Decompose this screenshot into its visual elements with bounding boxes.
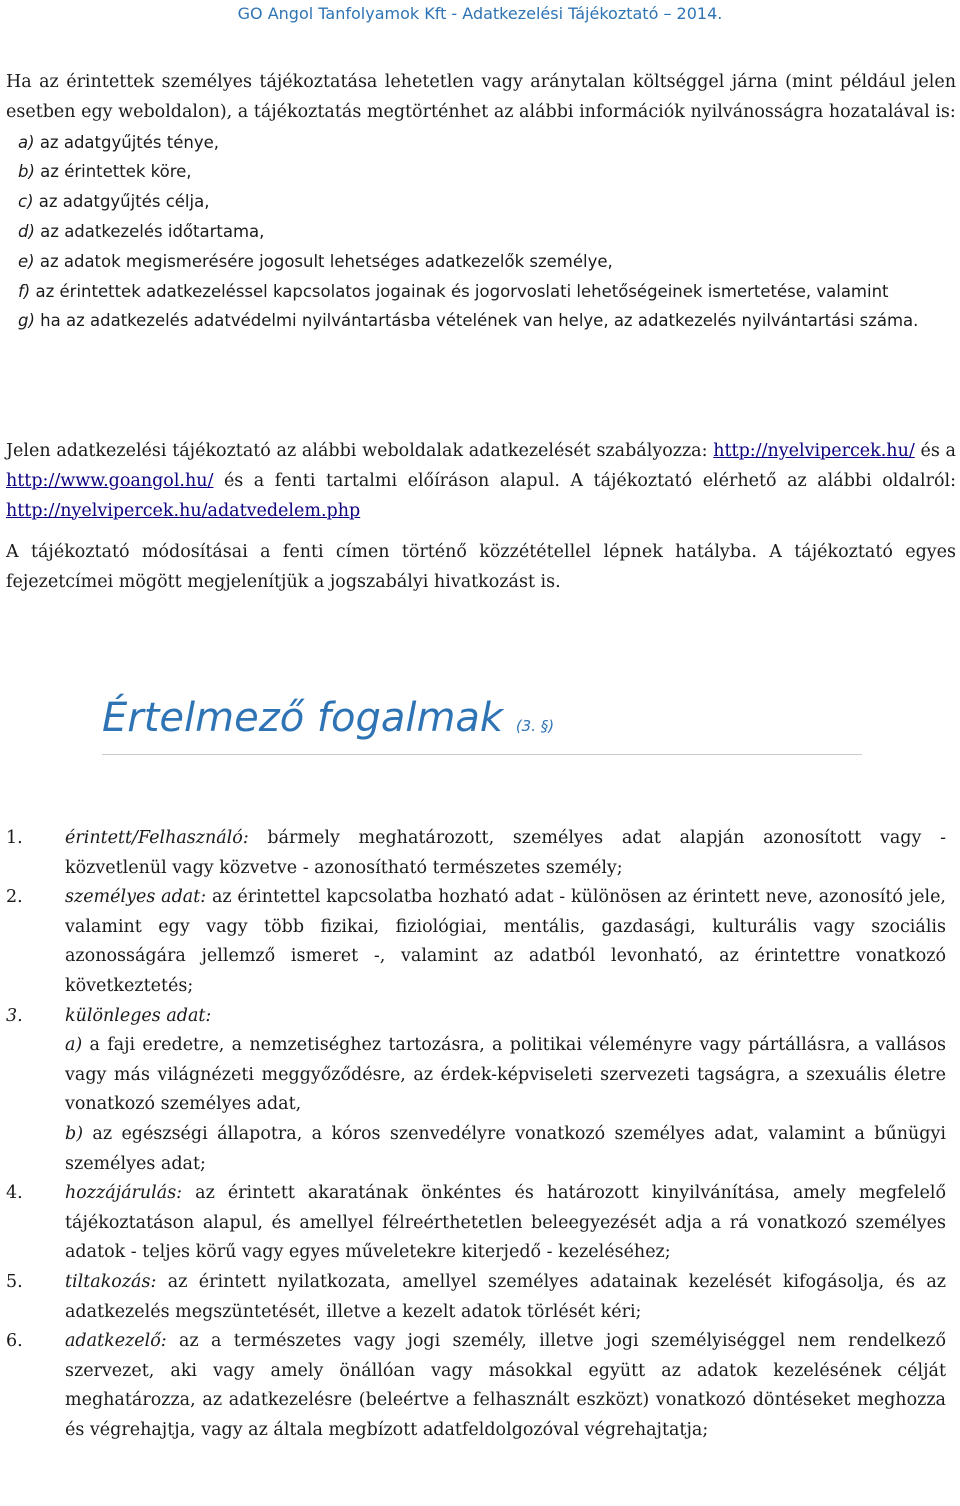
subitem-text: a faji eredetre, a nemzetiséghez tartozásra, a politikai véleményre vagy pártállásra, a vallásos vagy más világnézeti meggyőződésre, az érdek-képviseleti szervezeti tagságra, a szexuális életre vonatkozó személyes adat, — [65, 1035, 946, 1115]
definition-text: az érintett nyilatkozata, amellyel személyes adatainak kezelését kifogásolja, és az adatkezelés megszüntetését, illetve a kezelt adatok törlését kéri; — [65, 1271, 946, 1322]
definition-body — [65, 1179, 946, 1268]
definition-text: az érintett akaratának önkéntes és határozott kinyilvánítása, amely megfelelő tájékoztatáson alapul, és amellyel félreérthetetlen beleegyezését adja a rá vonatkozó személyes adatok - teljes körű vagy egyes műveletekre kiterjedő - kezeléséhez; — [65, 1183, 946, 1263]
item-marker: g) — [18, 311, 35, 331]
list-item — [18, 128, 956, 158]
definition-number: 2. — [6, 887, 23, 908]
item-text: az adatkezelés időtartama, — [40, 221, 265, 241]
item-text: az érintettek köre, — [40, 162, 192, 182]
definition-item — [6, 824, 946, 883]
definition-item — [6, 1179, 946, 1268]
item-text: ha az adatkezelés adatvédelmi nyilvántartásba vételének van helye, az adatkezelés nyilvántartási száma. — [40, 311, 919, 331]
section-title — [102, 690, 554, 754]
list-item — [18, 187, 956, 217]
definition-text: az a természetes vagy jogi személy, illetve jogi személyiséggel nem rendelkező szervezet, aki vagy amely önállóan vagy másokkal együtt az adatok kezelésének célját meghatározza, az adatkezelésre (beleértve a felhasznált eszközt) vonatkozó döntéseket meghozza és végrehajtja, vagy az általa megbízott adatfeldolgozóval végrehajtatja; — [65, 1331, 946, 1440]
list-item — [18, 157, 956, 187]
item-text: az adatok megismerésére jogosult lehetséges adatkezelők személye, — [39, 251, 613, 271]
section-title-text: Értelmező fogalmak — [102, 695, 504, 741]
list-item — [18, 217, 956, 247]
definition-term: érintett/Felhasználó: — [65, 828, 249, 848]
definition-item — [6, 883, 946, 1001]
definition-number: 3. — [6, 1005, 23, 1026]
link-nyelvipercek[interactable]: http://nyelvipercek.hu/ — [713, 441, 915, 461]
section-divider — [102, 754, 862, 755]
definition-subitem — [65, 1031, 946, 1120]
definition-term: különleges adat: — [65, 1005, 212, 1026]
regulation-section — [6, 437, 956, 610]
modification-paragraph: A tájékoztató módosításai a fenti címen történő közzététellel lépnek hatályba. A tájékoztató egyes fejezetcímei mögött megjelenítjük a jogszabályi hivatkozást is. — [6, 542, 956, 593]
subitem-marker: b) — [65, 1123, 84, 1144]
item-text: az adatgyűjtés ténye, — [39, 132, 219, 152]
item-text: az érintettek adatkezeléssel kapcsolatos jogainak és jogorvoslati lehetőségeinek ismertetése, valamint — [35, 281, 889, 301]
item-text: az adatgyűjtés célja, — [38, 192, 210, 212]
definition-number: 6. — [6, 1331, 23, 1352]
list-item — [18, 306, 956, 336]
definition-subitem — [65, 1120, 946, 1179]
text-span: Jelen adatkezelési tájékoztató az alábbi weboldalak adatkezelését szabályozza: — [6, 441, 708, 461]
definition-item — [6, 1327, 946, 1445]
definition-item — [6, 1268, 946, 1327]
regulation-paragraph — [6, 437, 956, 526]
definition-item — [6, 1002, 946, 1180]
definition-body — [65, 1268, 946, 1327]
definition-term: személyes adat: — [65, 887, 207, 908]
item-marker: a) — [18, 132, 35, 152]
list-item — [18, 277, 956, 307]
definition-body — [65, 883, 946, 1001]
page-header: GO Angol Tanfolyamok Kft - Adatkezelési Tájékoztató – 2014. — [237, 4, 723, 23]
intro-section — [6, 68, 956, 336]
definition-number: 4. — [6, 1183, 23, 1204]
definition-term: tiltakozás: — [65, 1271, 157, 1292]
info-list — [6, 128, 956, 337]
link-adatvedelem[interactable]: http://nyelvipercek.hu/adatvedelem.php — [6, 500, 361, 521]
text-span: és a — [920, 441, 956, 461]
item-marker: c) — [18, 192, 34, 212]
item-marker: f) — [18, 281, 31, 301]
item-marker: d) — [18, 221, 35, 241]
text-span: és a fenti tartalmi előíráson alapul. A tájékoztató elérhető az alábbi oldalról: — [223, 470, 956, 491]
item-marker: e) — [18, 251, 35, 271]
definition-text: az érintettel kapcsolatba hozható adat - különösen az érintett neve, azonosító jele, valamint egy vagy több fizikai, fiziológiai, mentális, gazdasági, kulturális vagy szociális azonosságára jellemző ismeret -, valamint az adatból levonható, az érintettre vonatkozó következtetés; — [65, 887, 946, 996]
section-ref: (3. §) — [515, 717, 555, 735]
link-goangol[interactable]: http://www.goangol.hu/ — [6, 470, 214, 491]
list-item — [18, 247, 956, 277]
definition-text: bármely meghatározott, személyes adat alapján azonosított vagy - közvetlenül vagy közvetve - azonosítható természetes személy; — [65, 828, 946, 878]
subitem-marker: a) — [65, 1035, 83, 1056]
intro-paragraph: Ha az érintettek személyes tájékoztatása lehetetlen vagy aránytalan költséggel járna (mint például jelen esetben egy weboldalon), a tájékoztatás megtörténhet az alábbi információk nyilvánosságra hozatalával is: — [6, 72, 956, 122]
definitions-list — [6, 824, 946, 1445]
subitem-text: az egészségi állapotra, a kóros szenvedélyre vonatkozó személyes adat, valamint a bűnügyi személyes adat; — [65, 1123, 946, 1174]
definition-body — [65, 1327, 946, 1445]
definition-number: 5. — [6, 1271, 23, 1292]
definition-number: 1. — [6, 828, 23, 848]
definition-term: adatkezelő: — [65, 1331, 167, 1352]
item-marker: b) — [18, 162, 35, 182]
definition-body — [65, 824, 946, 883]
definition-term: hozzájárulás: — [65, 1183, 183, 1204]
definition-body — [65, 1002, 946, 1180]
